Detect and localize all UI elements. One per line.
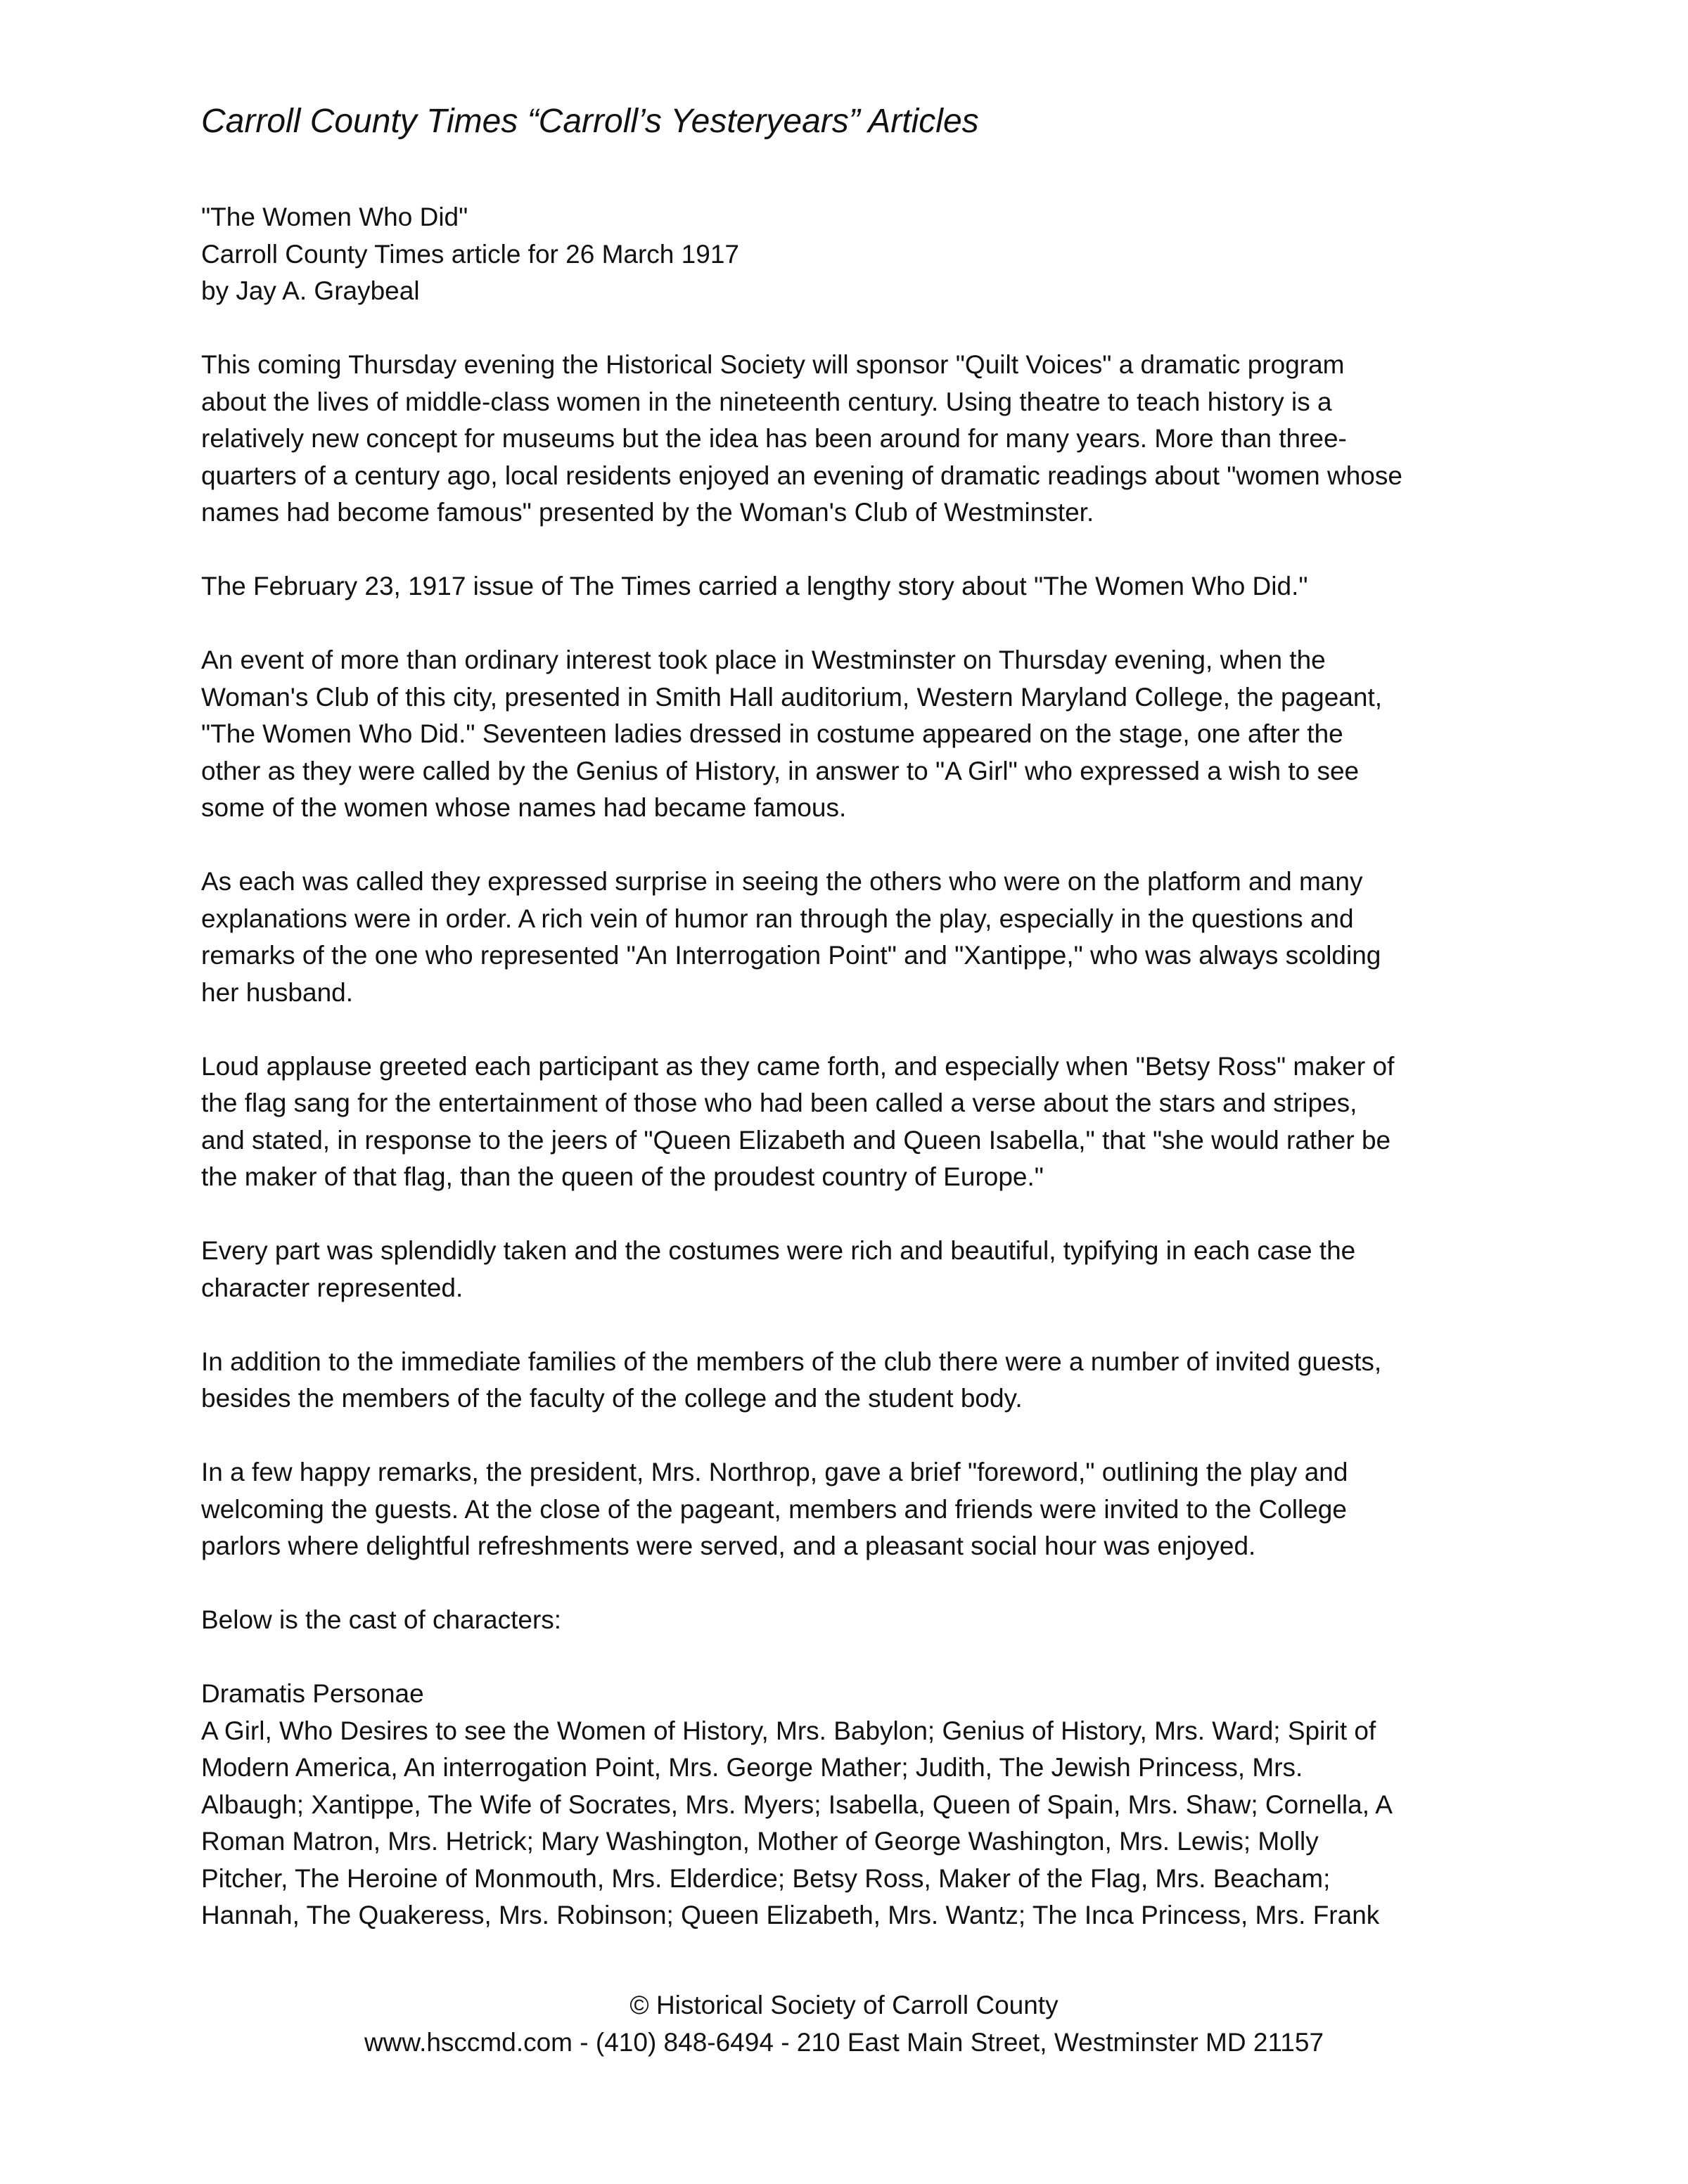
paragraph-line: Hannah, The Quakeress, Mrs. Robinson; Queen Elizabeth, Mrs. Wantz; The Inca Princess, Mrs. Frank	[201, 1901, 1380, 1929]
paragraph-line: In addition to the immediate families of the members of the club there were a number of invited guests,	[201, 1347, 1382, 1376]
section-heading: Dramatis Personae	[201, 1679, 424, 1708]
paragraph-line: quarters of a century ago, local residents enjoyed an evening of dramatic readings about "women whose	[201, 461, 1402, 490]
paragraph-line: other as they were called by the Genius of History, in answer to "A Girl" who expressed a wish to see	[201, 756, 1360, 785]
paragraph-line: Pitcher, The Heroine of Monmouth, Mrs. Elderdice; Betsy Ross, Maker of the Flag, Mrs. Beacham;	[201, 1863, 1331, 1893]
footer-contact: www.hsccmd.com - (410) 848-6494 - 210 East Main Street, Westminster MD 21157	[364, 2027, 1324, 2057]
article-byline	[201, 199, 1509, 310]
paragraph-line: parlors where delightful refreshments were served, and a pleasant social hour was enjoyed.	[201, 1531, 1256, 1560]
paragraph-line: As each was called they expressed surprise in seeing the others who were on the platform and many	[201, 867, 1363, 896]
paragraph-dramatis-personae	[201, 1676, 1509, 1934]
article-body	[201, 199, 1509, 1971]
paragraph-line: welcoming the guests. At the close of the pageant, members and friends were invited to the College	[201, 1494, 1347, 1524]
paragraph-applause	[201, 1048, 1509, 1196]
paragraph-line: the flag sang for the entertainment of those who had been called a verse about the stars and stripes,	[201, 1088, 1357, 1117]
paragraph-line: Albaugh; Xantippe, The Wife of Socrates, Mrs. Myers; Isabella, Queen of Spain, Mrs. Shaw; Cornella, A	[201, 1790, 1393, 1819]
paragraph-costumes	[201, 1233, 1509, 1306]
paragraph-line: The February 23, 1917 issue of The Times carried a lengthy story about "The Women Who Did."	[201, 572, 1308, 600]
article-author: by Jay A. Graybeal	[201, 276, 420, 305]
paragraph-intro	[201, 347, 1509, 532]
paragraph-guests	[201, 1344, 1509, 1418]
paragraph-line: In a few happy remarks, the president, Mrs. Northrop, gave a brief "foreword," outlining the play and	[201, 1458, 1348, 1486]
paragraph-remarks	[201, 1454, 1509, 1565]
article-source: Carroll County Times article for 26 March 1917	[201, 239, 739, 269]
paragraph-line: and stated, in response to the jeers of "Queen Elizabeth and Queen Isabella," that "she would rather be	[201, 1125, 1391, 1155]
paragraph-line: besides the members of the faculty of the college and the student body.	[201, 1384, 1023, 1413]
paragraph-line: relatively new concept for museums but the idea has been around for many years. More than three-	[201, 424, 1347, 453]
article-title: "The Women Who Did"	[201, 203, 468, 231]
page-header-title: Carroll County Times “Carroll’s Yesteryears” Articles	[201, 103, 979, 140]
paragraph-line: Roman Matron, Mrs. Hetrick; Mary Washington, Mother of George Washington, Mrs. Lewis; Molly	[201, 1827, 1319, 1856]
paragraph-line: "The Women Who Did." Seventeen ladies dressed in costume appeared on the stage, one after the	[201, 719, 1343, 748]
footer-copyright: © Historical Society of Carroll County	[629, 1991, 1059, 2019]
paragraph-line: A Girl, Who Desires to see the Women of History, Mrs. Babylon; Genius of History, Mrs. Ward; Spirit of	[201, 1716, 1376, 1745]
paragraph-line: Loud applause greeted each participant as they came forth, and especially when "Betsy Ross" maker of	[201, 1051, 1395, 1081]
paragraph-line: Modern America, An interrogation Point, Mrs. George Mather; Judith, The Jewish Princess, Mrs.	[201, 1753, 1303, 1782]
paragraph-humor	[201, 863, 1509, 1011]
paragraph-line: about the lives of middle-class women in the nineteenth century. Using theatre to teach history is a	[201, 387, 1332, 416]
paragraph-line: names had become famous" presented by the Woman's Club of Westminster.	[201, 498, 1094, 527]
paragraph-line: explanations were in order. A rich vein of humor ran through the play, especially in the questions and	[201, 904, 1354, 933]
paragraph-times-issue	[201, 568, 1509, 605]
paragraph-line: An event of more than ordinary interest took place in Westminster on Thursday evening, when the	[201, 645, 1326, 674]
paragraph-line: Every part was splendidly taken and the costumes were rich and beautiful, typifying in each case the	[201, 1236, 1356, 1265]
page-footer	[0, 1987, 1688, 2061]
paragraph-line: some of the women whose names had became famous.	[201, 793, 847, 822]
paragraph-line: remarks of the one who represented "An Interrogation Point" and "Xantippe," who was always scolding	[201, 941, 1381, 970]
paragraph-line: the maker of that flag, than the queen of the proudest country of Europe."	[201, 1162, 1044, 1191]
paragraph-line: Below is the cast of characters:	[201, 1605, 562, 1634]
paragraph-line: her husband.	[201, 977, 354, 1007]
paragraph-line: character represented.	[201, 1273, 463, 1302]
paragraph-line: Woman's Club of this city, presented in Smith Hall auditorium, Western Maryland College, the pageant,	[201, 682, 1383, 712]
paragraph-event	[201, 642, 1509, 827]
paragraph-line: This coming Thursday evening the Historical Society will sponsor "Quilt Voices" a dramatic program	[201, 350, 1345, 379]
paragraph-cast-intro	[201, 1602, 1509, 1639]
